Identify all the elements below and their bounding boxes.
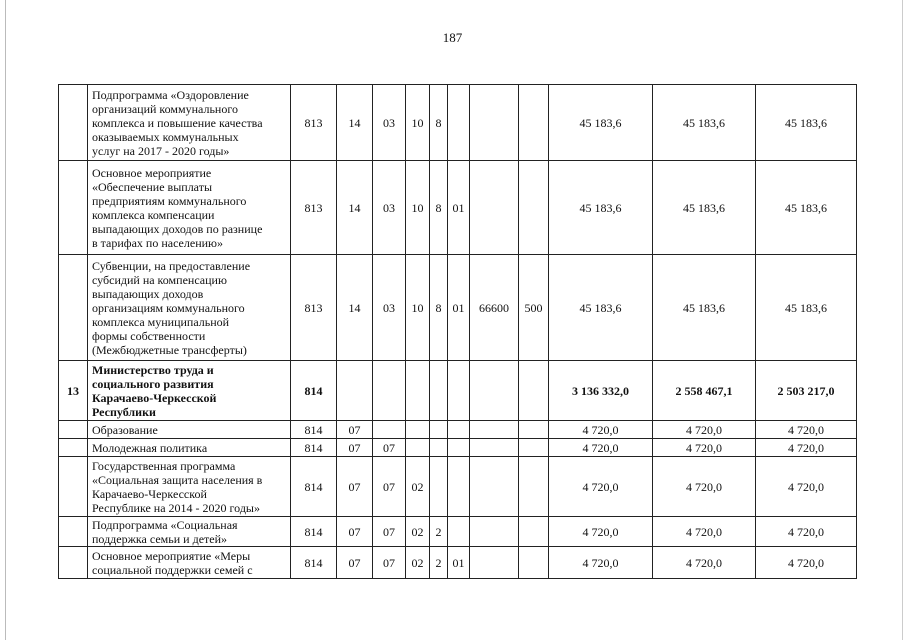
table-row (59, 361, 857, 421)
row-name-line: Карачаево-Черкесской (92, 390, 217, 405)
subprogram-code-cell: 8 (430, 255, 448, 361)
direction-code-cell (470, 85, 519, 161)
ministry-code-cell: 814 (291, 421, 337, 439)
row-name-line: социального развития (92, 376, 214, 391)
section-code-cell (337, 361, 373, 421)
event-code-cell (448, 517, 470, 547)
row-name-line: комплекса муниципальной (92, 314, 230, 329)
event-code-cell (448, 361, 470, 421)
amount-2018-cell: 4 720,0 (549, 421, 653, 439)
amount-2018-cell: 4 720,0 (549, 517, 653, 547)
row-name-line: поддержка семьи и детей» (92, 531, 228, 546)
row-name-line: Государственная программа (92, 458, 236, 473)
amount-2018-cell: 45 183,6 (549, 85, 653, 161)
row-number-cell (59, 547, 88, 579)
event-code-cell: 01 (448, 255, 470, 361)
row-name-cell (88, 85, 291, 161)
row-name-line: Подпрограмма «Оздоровление (92, 87, 249, 102)
direction-code-cell (470, 421, 519, 439)
subprogram-code-cell: 8 (430, 161, 448, 255)
row-name-line: (Межбюджетные трансферты) (92, 342, 247, 357)
subprogram-code-cell (430, 361, 448, 421)
row-name-line: комплекса и повышение качества (92, 115, 263, 130)
section-code-cell: 14 (337, 85, 373, 161)
row-number-cell (59, 457, 88, 517)
row-name-line: Республики (92, 404, 156, 419)
expense-type-cell (519, 85, 549, 161)
row-name-line: выпадающих доходов по разнице (92, 221, 263, 236)
row-name-cell (88, 547, 291, 579)
row-number-cell: 13 (59, 361, 88, 421)
scan-right-edge (902, 0, 903, 640)
row-name-line: комплекса компенсации (92, 207, 215, 222)
subsection-code-cell: 07 (373, 547, 406, 579)
table-row (59, 439, 857, 457)
expense-type-cell (519, 161, 549, 255)
amount-2020-cell: 4 720,0 (756, 457, 857, 517)
amount-2019-cell: 4 720,0 (653, 421, 756, 439)
amount-2018-cell: 45 183,6 (549, 161, 653, 255)
table-row (59, 547, 857, 579)
amount-2019-cell: 4 720,0 (653, 547, 756, 579)
row-number-cell (59, 517, 88, 547)
amount-2020-cell: 4 720,0 (756, 439, 857, 457)
row-name-cell (88, 421, 291, 439)
direction-code-cell: 66600 (470, 255, 519, 361)
ministry-code-cell: 814 (291, 517, 337, 547)
expense-type-cell (519, 361, 549, 421)
amount-2020-cell: 45 183,6 (756, 255, 857, 361)
amount-2019-cell: 4 720,0 (653, 439, 756, 457)
row-name-cell (88, 361, 291, 421)
direction-code-cell (470, 439, 519, 457)
event-code-cell: 01 (448, 161, 470, 255)
row-number-cell (59, 255, 88, 361)
expense-type-cell: 500 (519, 255, 549, 361)
event-code-cell: 01 (448, 547, 470, 579)
ministry-code-cell: 814 (291, 457, 337, 517)
section-code-cell: 14 (337, 255, 373, 361)
section-code-cell: 14 (337, 161, 373, 255)
amount-2019-cell: 4 720,0 (653, 517, 756, 547)
subprogram-code-cell: 2 (430, 547, 448, 579)
amount-2020-cell: 2 503 217,0 (756, 361, 857, 421)
row-number-cell (59, 421, 88, 439)
amount-2018-cell: 4 720,0 (549, 439, 653, 457)
table-row (59, 457, 857, 517)
program-code-cell: 10 (406, 85, 430, 161)
expense-type-cell (519, 547, 549, 579)
amount-2019-cell: 45 183,6 (653, 85, 756, 161)
row-name-line: Основное мероприятие «Меры (92, 548, 251, 563)
row-number-cell (59, 85, 88, 161)
program-code-cell: 02 (406, 457, 430, 517)
amount-2018-cell: 45 183,6 (549, 255, 653, 361)
page-number: 187 (442, 30, 463, 45)
row-name-line: Министерство труда и (92, 362, 214, 377)
direction-code-cell (470, 547, 519, 579)
table-row (59, 517, 857, 547)
subsection-code-cell: 03 (373, 255, 406, 361)
subsection-code-cell: 03 (373, 85, 406, 161)
subprogram-code-cell (430, 421, 448, 439)
subsection-code-cell (373, 361, 406, 421)
program-code-cell: 10 (406, 161, 430, 255)
section-code-cell: 07 (337, 517, 373, 547)
table-row (59, 85, 857, 161)
budget-table (58, 84, 857, 579)
program-code-cell (406, 421, 430, 439)
program-code-cell: 10 (406, 255, 430, 361)
row-name-line: оказываемых коммунальных (92, 129, 239, 144)
amount-2019-cell: 45 183,6 (653, 255, 756, 361)
amount-2020-cell: 4 720,0 (756, 517, 857, 547)
row-name-line: Молодежная политика (92, 440, 208, 455)
program-code-cell: 02 (406, 517, 430, 547)
section-code-cell: 07 (337, 439, 373, 457)
amount-2018-cell: 4 720,0 (549, 457, 653, 517)
program-code-cell: 02 (406, 547, 430, 579)
amount-2018-cell: 3 136 332,0 (549, 361, 653, 421)
section-code-cell: 07 (337, 457, 373, 517)
event-code-cell (448, 85, 470, 161)
row-name-line: организациям коммунального (92, 300, 245, 315)
program-code-cell (406, 439, 430, 457)
subsection-code-cell: 03 (373, 161, 406, 255)
row-name-cell (88, 161, 291, 255)
row-name-line: «Социальная защита населения в (92, 472, 263, 487)
amount-2019-cell: 4 720,0 (653, 457, 756, 517)
ministry-code-cell: 813 (291, 161, 337, 255)
subprogram-code-cell: 8 (430, 85, 448, 161)
amount-2020-cell: 45 183,6 (756, 161, 857, 255)
row-name-line: предприятиям коммунального (92, 193, 247, 208)
row-name-line: Субвенции, на предоставление (92, 258, 251, 273)
row-name-cell (88, 439, 291, 457)
amount-2020-cell: 4 720,0 (756, 421, 857, 439)
row-name-line: Республике на 2014 - 2020 годы» (92, 500, 260, 515)
subprogram-code-cell (430, 439, 448, 457)
ministry-code-cell: 814 (291, 547, 337, 579)
subsection-code-cell (373, 421, 406, 439)
row-name-line: Карачаево-Черкесской (92, 486, 207, 501)
row-name-line: услуг на 2017 - 2020 годы» (92, 143, 230, 158)
expense-type-cell (519, 439, 549, 457)
event-code-cell (448, 457, 470, 517)
row-name-line: выпадающих доходов (92, 286, 204, 301)
row-number-cell (59, 439, 88, 457)
expense-type-cell (519, 421, 549, 439)
expense-type-cell (519, 457, 549, 517)
subsection-code-cell: 07 (373, 517, 406, 547)
direction-code-cell (470, 161, 519, 255)
expense-type-cell (519, 517, 549, 547)
scan-left-edge (5, 0, 6, 640)
event-code-cell (448, 421, 470, 439)
amount-2019-cell: 45 183,6 (653, 161, 756, 255)
row-name-line: «Обеспечение выплаты (92, 179, 213, 194)
section-code-cell: 07 (337, 421, 373, 439)
subprogram-code-cell: 2 (430, 517, 448, 547)
row-name-line: субсидий на компенсацию (92, 272, 227, 287)
ministry-code-cell: 813 (291, 255, 337, 361)
amount-2018-cell: 4 720,0 (549, 547, 653, 579)
row-name-line: организаций коммунального (92, 101, 238, 116)
event-code-cell (448, 439, 470, 457)
row-name-cell (88, 517, 291, 547)
ministry-code-cell: 814 (291, 439, 337, 457)
direction-code-cell (470, 517, 519, 547)
row-name-line: социальной поддержки семей с (92, 562, 253, 577)
subsection-code-cell: 07 (373, 439, 406, 457)
ministry-code-cell: 813 (291, 85, 337, 161)
row-name-line: Основное мероприятие (92, 165, 212, 180)
ministry-code-cell: 814 (291, 361, 337, 421)
row-name-line: формы собственности (92, 328, 206, 343)
direction-code-cell (470, 457, 519, 517)
table-row (59, 255, 857, 361)
subprogram-code-cell (430, 457, 448, 517)
table-row (59, 161, 857, 255)
row-name-line: в тарифах по населению» (92, 235, 223, 250)
amount-2020-cell: 45 183,6 (756, 85, 857, 161)
row-name-cell (88, 255, 291, 361)
subsection-code-cell: 07 (373, 457, 406, 517)
section-code-cell: 07 (337, 547, 373, 579)
direction-code-cell (470, 361, 519, 421)
amount-2019-cell: 2 558 467,1 (653, 361, 756, 421)
row-name-line: Подпрограмма «Социальная (92, 517, 238, 532)
row-name-line: Образование (92, 422, 158, 437)
row-number-cell (59, 161, 88, 255)
amount-2020-cell: 4 720,0 (756, 547, 857, 579)
program-code-cell (406, 361, 430, 421)
table-row (59, 421, 857, 439)
row-name-cell (88, 457, 291, 517)
